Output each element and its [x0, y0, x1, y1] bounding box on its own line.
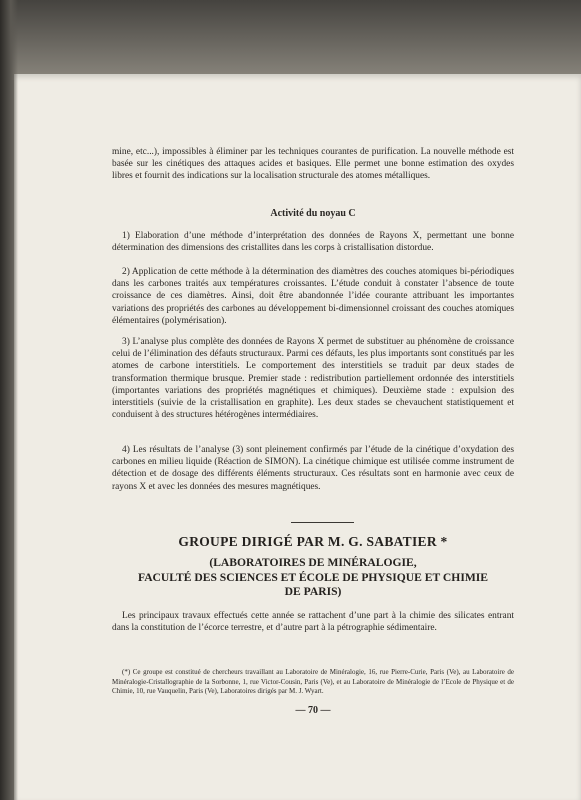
list-item: 1) Elaboration d’une méthode d’interprétation des données de Rayons X, permettant une bonne détermination des dimensions des cristallites dans les corps à cristallisation distordue. [112, 231, 514, 254]
list-item: 4) Les résultats de l’analyse (3) sont pleinement confirmés par l’étude de la cinétique d’oxydation des carbones en milieu liquide (Réaction de SIMON). La cinétique chimique est utilisée comme instrument de détection et de dosage des différents éléments structuraux. Ces résultats sont en harmonie avec ceux de rayons X et avec les données des mesures magnétiques. [112, 445, 514, 492]
group-subtitle [112, 556, 514, 600]
intro-paragraph: mine, etc...), impossibles à éliminer par les techniques courantes de purification. La nouvelle méthode est basée sur les cinétiques des attaques acides et basiques. Elle permet une bonne estimation des oxydes libres et fournit des indications sur la localisation structurale des atomes métalliques. [112, 147, 514, 182]
subtitle-line: (LABORATOIRES DE MINÉRALOGIE, [209, 556, 417, 569]
list-item: 2) Application de cette méthode à la détermination des diamètres des couches atomiques bi-périodiques dans les carbones traités aux températures croissantes. L’étude conduit à constater l’absence de toute croissance de ces diamètres. Ainsi, doit être abandonnée l’idée courante attribuant les importantes variations des propriétés des carbones au développement bi-dimensionnel croissant des couches atomiques élémentaires (polymérisation). [112, 267, 514, 326]
subtitle-line: DE PARIS) [284, 585, 342, 598]
section-divider [291, 522, 354, 523]
group-title: GROUPE DIRIGÉ PAR M. G. SABATIER * [178, 534, 448, 549]
footnote: (*) Ce groupe est constitué de chercheurs travaillant au Laboratoire de Minéralogie, 16, rue Pierre-Curie, Paris (Ve), au Laboratoire de Minéralogie-Cristallographie de la Sorbonne, 1, rue Victor-Cousin, Paris (Ve), et au Laboratoire de Minéralogie de l’Ecole de Physique et de Chimie, 10, rue Vauquelin, Paris (Ve), Laboratoires dirigés par M. J. Wyart. [112, 668, 514, 696]
scan-background [0, 0, 581, 80]
list-item: 3) L’analyse plus complète des données de Rayons X permet de substituer au phénomène de croissance celui de l’élimination des défauts structuraux. Parmi ces défauts, les plus importants sont constitués par les atomes de carbone interstitiels. Le comportement des interstitiels se traduit par deux stades de transformation thermique brusque. Premier stade : redistribution partiellement ordonnée des interstitiels (importantes variations des propriétés magnétiques et chimiques). Deuxième stade : expulsion des interstitiels (suivie de la cristallisation en graphite). Les deux stades se chevauchent statistiquement et conduisent à des structures hétérogènes intermédiaires. [112, 337, 514, 421]
binding-shadow [0, 0, 18, 800]
section-heading: Activité du noyau C [270, 208, 356, 219]
page-number: — 70 — [295, 705, 331, 716]
group-paragraph: Les principaux travaux effectués cette année se rattachent d’une part à la chimie des silicates entrant dans la constitution de l’écorce terrestre, et d’autre part à la pétrographie sédimentaire. [112, 611, 514, 634]
subtitle-line: FACULTÉ DES SCIENCES ET ÉCOLE DE PHYSIQUE ET CHIMIE [137, 570, 489, 584]
